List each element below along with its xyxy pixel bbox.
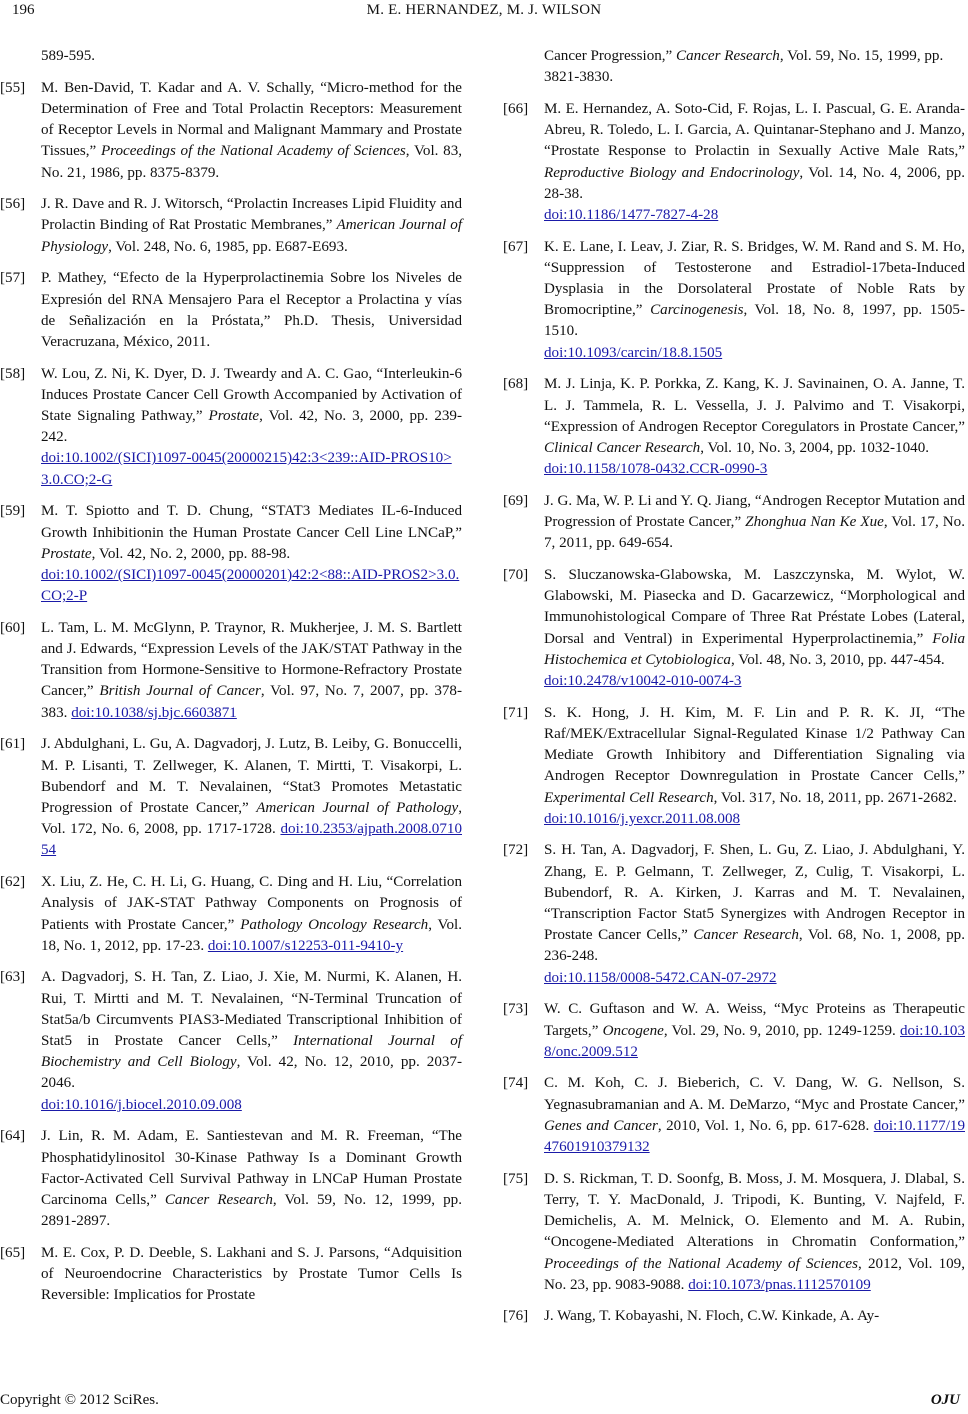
reference-number: [61] xyxy=(0,736,26,753)
reference-number: [62] xyxy=(0,874,26,891)
reference-text: L. Tam, L. M. McGlynn, P. Traynor, R. Mukherjee, J. M. S. Bartlett and J. Edwards, “Expression Levels of the JAK/STAT Pathway in the Transition from Hormone-Sensitive to Hormone-Refractory Prostate Cancer,” xyxy=(41,619,462,700)
doi-link[interactable]: doi:10.1038/sj.bjc.6603871 xyxy=(71,704,237,721)
reference-list-right xyxy=(503,99,965,1328)
reference-text: C. M. Koh, C. J. Bieberich, C. V. Dang, W. G. Nellson, S. Yegnasubramanian and A. M. DeMarzo, “Myc and Prostate Cancer,” xyxy=(544,1075,965,1113)
reference-number: [70] xyxy=(503,566,529,583)
reference-text: K. E. Lane, I. Leav, J. Ziar, R. S. Bridges, W. M. Rand and S. M. Ho, “Suppression of Testosterone and Estradiol-17beta-Induced Dysplasia in the Dorsolateral Prostate of Noble Rats by Bromocriptine,” xyxy=(544,238,965,319)
reference-details: , Vol. 172, No. 6, 2008, pp. 1717-1728. xyxy=(41,800,462,838)
reference-item xyxy=(0,1243,462,1307)
journal-title: Proceedings of the National Academy of Sciences xyxy=(544,1255,858,1272)
doi-link[interactable]: doi:10.1158/1078-0432.CCR-0990-3 xyxy=(544,461,768,478)
reference-number: [58] xyxy=(0,365,26,382)
reference-item xyxy=(503,1073,965,1158)
reference-text: M. J. Linja, K. P. Porkka, Z. Kang, K. J. Savinainen, O. A. Janne, T. L. J. Tammela, R. L. Vessella, J. J. Palvimo and T. Visakorpi, “Expression of Androgen Receptor Coregulators in Prostate Cancer,” xyxy=(544,376,965,435)
doi-link[interactable]: doi:10.1177/1947601910379132 xyxy=(544,1117,965,1156)
reference-text: W. Lou, Z. Ni, K. Dyer, D. J. Tweardy and A. C. Gao, “Interleukin-6 Induces Prostate Cancer Cell Growth Accompanied by Activation of State Signaling Pathway,” xyxy=(41,365,462,425)
reference-details: , 2010, Vol. 1, No. 6, pp. 617-628. xyxy=(657,1117,874,1134)
doi-link[interactable]: doi:10.1016/j.biocel.2010.09.008 xyxy=(41,1096,242,1113)
reference-text: J. G. Ma, W. P. Li and Y. Q. Jiang, “Androgen Receptor Mutation and Progression of Prostate Cancer,” xyxy=(544,492,965,531)
reference-details: , Vol. 42, No. 2, 2000, pp. 88-98. xyxy=(91,545,291,562)
reference-number: [69] xyxy=(503,492,529,509)
reference-details: , 2012, Vol. 109, No. 23, pp. 9083-9088. xyxy=(544,1255,965,1293)
journal-title: Cancer Research xyxy=(693,927,799,944)
continued-reference: Cancer Progression,” Cancer Research, Vol. 59, No. 15, 1999, pp. 3821-3830. xyxy=(544,48,944,86)
reference-details: , Vol. 248, No. 6, 1985, pp. E687-E693. xyxy=(108,238,348,255)
footer-copyright: Copyright © 2012 SciRes. xyxy=(0,1392,159,1408)
journal-title: American Journal of Pathology xyxy=(256,800,459,816)
journal-title: Folia Histochemica et Cytobiologica xyxy=(544,630,965,668)
journal-title: Prostate xyxy=(41,545,92,562)
doi-link[interactable]: doi:10.2478/v10042-010-0074-3 xyxy=(544,672,742,689)
journal-title: Oncogene xyxy=(602,1022,664,1039)
reference-text: X. Liu, Z. He, C. H. Li, G. Huang, C. Ding and H. Liu, “Correlation Analysis of JAK-STAT Pathway Components on Prognosis of Patients with Prostate Cancer,” xyxy=(41,874,462,933)
journal-title: Clinical Cancer Research xyxy=(544,439,701,456)
reference-details: , Vol. 10, No. 3, 2004, pp. 1032-1040. xyxy=(700,439,930,456)
reference-item xyxy=(0,872,462,957)
left-column xyxy=(0,46,462,1317)
reference-text: M. E. Cox, P. D. Deeble, S. Lakhani and S. J. Parsons, “Adquisition of Neuroendocrine Characteristics by Prostate Tumor Cells Is Reversible: Implicatios for Prostate xyxy=(41,1244,462,1304)
reference-text: M. T. Spiotto and T. D. Chung, “STAT3 Mediates IL-6-Induced Growth Inhibitionin the Human Prostate Cancer Cell Line LNCaP,” xyxy=(41,503,462,541)
reference-details: , Vol. 18, No. 8, 1997, pp. 1505-1510. xyxy=(544,302,965,340)
reference-text: W. C. Guftason and W. A. Weiss, “Myc Proteins as Therapeutic Targets,” xyxy=(544,1001,965,1039)
reference-number: [68] xyxy=(503,376,529,393)
reference-details: , Vol. 42, No. 3, 2000, pp. 239-242. xyxy=(41,408,462,446)
reference-text: J. Abdulghani, L. Gu, A. Dagvadorj, J. Lutz, B. Leiby, G. Bonuccelli, M. P. Lisanti, T. Zellweger, K. Alanen, T. Mirtti, T. Visakorpi, L. Bubendorf and M. T. Nevalainen, “Stat3 Promotes Metastatic Progression of Prostate Cancer,” xyxy=(41,736,462,816)
reference-item xyxy=(503,1306,965,1327)
journal-title: Pathology Oncology Research xyxy=(240,916,429,933)
journal-title: International Journal of Biochemistry and Cell Biology xyxy=(41,1033,462,1071)
reference-text: A. Dagvadorj, S. H. Tan, Z. Liao, J. Xie, M. Nurmi, K. Alanen, H. Rui, T. Mirtti and M. T. Nevalainen, “N-Terminal Truncation of Stat5a/b Circumvents PIAS3-Mediated Transcriptional Inhibition of Stat5 in Prostate Cancer Cells,” xyxy=(41,969,462,1050)
doi-link[interactable]: doi:10.1186/1477-7827-4-28 xyxy=(544,206,719,223)
right-column xyxy=(503,46,965,1338)
doi-link[interactable]: doi:10.1038/onc.2009.512 xyxy=(544,1022,965,1060)
reference-item xyxy=(0,1126,462,1232)
reference-number: [73] xyxy=(503,1001,529,1018)
reference-number: [66] xyxy=(503,100,529,117)
journal-title: Prostate xyxy=(208,408,260,425)
reference-text: J. R. Dave and R. J. Witorsch, “Prolactin Increases Lipid Fluidity and Prolactin Binding of Rat Prostatic Membranes,” xyxy=(41,196,462,234)
reference-item xyxy=(503,999,965,1063)
reference-details: , Vol. 48, No. 3, 2010, pp. 447-454. xyxy=(730,651,945,668)
journal-title: Carcinogenesis xyxy=(650,302,744,319)
reference-text: S. H. Tan, A. Dagvadorj, F. Shen, L. Gu, Z. Liao, J. Abdulghani, Y. Zhang, E. P. Gelmann, T. Zellweger, Z, Culig, T. Visakorpi, L. Bubendorf, R. A. Kirken, J. Karras and M. T. Nevalainen, “Transcription Factor Stat5 Synergizes with Androgen Receptor in Prostate Cancer Cells,” xyxy=(544,842,965,944)
journal-title: American Journal of Physiology xyxy=(41,217,463,255)
doi-link[interactable]: doi:10.1093/carcin/18.8.1505 xyxy=(544,344,723,361)
doi-link[interactable]: doi:10.1002/(SICI)1097-0045(20000201)42:2<88::AID-PROS2>3.0.CO;2-P xyxy=(41,566,460,605)
reference-number: [74] xyxy=(503,1075,529,1092)
reference-item xyxy=(0,501,462,607)
reference-number: [55] xyxy=(0,79,26,96)
reference-details: , Vol. 59, No. 12, 1999, pp. 2891-2897. xyxy=(41,1191,462,1230)
reference-item xyxy=(0,734,462,861)
reference-list-left xyxy=(0,78,462,1307)
reference-number: [67] xyxy=(503,238,529,255)
reference-details: , Vol. 42, No. 12, 2010, pp. 2037-2046. xyxy=(41,1054,462,1092)
doi-link[interactable]: doi:10.1158/0008-5472.CAN-07-2972 xyxy=(544,969,777,986)
reference-item xyxy=(0,364,462,491)
doi-link[interactable]: doi:10.1007/s12253-011-9410-y xyxy=(207,937,404,954)
reference-item xyxy=(503,565,965,692)
reference-item xyxy=(503,1169,965,1296)
reference-details: , Vol. 14, No. 4, 2006, pp. 28-38. xyxy=(544,164,965,202)
reference-details: , Vol. 97, No. 7, 2007, pp. 378-383. xyxy=(41,683,462,721)
reference-item xyxy=(503,237,965,364)
journal-title: Genes and Cancer xyxy=(544,1117,658,1134)
reference-number: [71] xyxy=(503,704,529,721)
reference-text: S. K. Hong, J. H. Kim, M. F. Lin and P. R. K. JI, “The Raf/MEK/Extracellular Signal-Regulated Kinase 1/2 Pathway Can Mediate Growth Inhibitory and Differentiation Signaling via Androgen Receptor Downregulation in Prostate Cancer Cells,” xyxy=(544,704,965,785)
footer-journal: OJU xyxy=(930,1392,960,1408)
reference-item xyxy=(503,491,965,555)
continued-reference: 589-595. xyxy=(41,48,96,64)
running-header-authors: M. E. HERNANDEZ, M. J. WILSON xyxy=(366,2,602,18)
journal-title: Zhonghua Nan Ke Xue xyxy=(745,514,884,531)
reference-text: J. Wang, T. Kobayashi, N. Floch, C.W. Kinkade, A. Ay- xyxy=(544,1308,880,1325)
reference-text: D. S. Rickman, T. D. Soonfg, B. Moss, J. M. Mosquera, J. Dlabal, S. Terry, T. Y. MacDonald, J. Tripodi, K. Bunting, V. Najfeld, F. Demichelis, A. M. Melnick, O. Elemento and M. A. Rubin, “Oncogene-Mediated Alterations in Chromatin Conformation,” xyxy=(544,1170,965,1251)
reference-details: , Vol. 317, No. 18, 2011, pp. 2671-2682. xyxy=(713,789,957,806)
journal-title: Experimental Cell Research xyxy=(544,789,714,806)
reference-details: , Vol. 17, No. 7, 2011, pp. 649-654. xyxy=(544,514,965,552)
reference-number: [56] xyxy=(0,196,26,213)
reference-item xyxy=(0,268,462,353)
page-number: 196 xyxy=(12,2,35,18)
reference-number: [60] xyxy=(0,619,26,636)
reference-number: [64] xyxy=(0,1128,26,1145)
reference-details: , Vol. 68, No. 1, 2008, pp. 236-248. xyxy=(544,927,966,965)
reference-number: [65] xyxy=(0,1244,26,1261)
reference-number: [76] xyxy=(503,1308,529,1325)
reference-text: J. Lin, R. M. Adam, E. Santiestevan and M. R. Freeman, “The Phosphatidylinositol 30-Kinase Pathway Is a Dominant Growth Factor-Activated Cell Survival Pathway in LNCaP Human Prostate Carcinoma Cells,” xyxy=(41,1128,462,1208)
journal-title: Cancer Research xyxy=(164,1191,273,1208)
reference-number: [72] xyxy=(503,842,529,859)
doi-link[interactable]: doi:10.1073/pnas.1112570109 xyxy=(688,1276,871,1293)
reference-text: M. Ben-David, T. Kadar and A. V. Schally, “Micro-method for the Determination of Free and Total Prolactin Receptors: Measurement of Receptor Levels in Normal and Malignant Mammary and Prostate Tissues,” xyxy=(41,79,462,160)
reference-text: P. Mathey, “Efecto de la Hyperprolactinemia Sobre los Niveles de Expresión del RNA Mensajero Para el Receptor a Prolactina y vías de Señalización en la Próstata,” Ph.D. Thesis, Universidad Veracruzana, México, 2011. xyxy=(41,270,462,350)
journal-title: Proceedings of the National Academy of Sciences xyxy=(100,143,406,160)
journal-title: British Journal of Cancer xyxy=(99,683,261,700)
reference-item xyxy=(0,967,462,1115)
reference-text: S. Sluczanowska-Glabowska, M. Laszczynska, M. Wylot, W. Glabowski, M. Piasecka and D. Gacarzewicz, “Morphological and Immunohistological Compare of Three Rat Préstate Lobes (Lateral, Dorsal and Ventral) in Experimental Hyperprolactinemia,” xyxy=(544,566,965,647)
reference-item xyxy=(503,703,965,830)
reference-item xyxy=(0,78,462,184)
reference-item xyxy=(0,618,462,724)
reference-number: [57] xyxy=(0,270,26,287)
reference-number: [75] xyxy=(503,1170,529,1187)
reference-item xyxy=(503,374,965,480)
reference-item xyxy=(503,99,965,226)
doi-link[interactable]: doi:10.1002/(SICI)1097-0045(20000215)42:3<239::AID-PROS10>3.0.CO;2-G xyxy=(41,450,452,488)
journal-title: Reproductive Biology and Endocrinology xyxy=(544,164,800,181)
reference-text: M. E. Hernandez, A. Soto-Cid, F. Rojas, L. I. Pascual, G. E. Aranda-Abreu, R. Toledo, L. I. Garcia, A. Quintanar-Stephano and J. Manzo, “Prostate Response to Prolactin in Sexually Active Male Rats,” xyxy=(544,100,965,160)
reference-item xyxy=(0,194,462,258)
reference-number: [59] xyxy=(0,503,26,520)
doi-link[interactable]: doi:10.1016/j.yexcr.2011.08.008 xyxy=(544,810,741,827)
reference-item xyxy=(503,840,965,988)
doi-link[interactable]: doi:10.2353/ajpath.2008.071054 xyxy=(41,821,462,859)
reference-number: [63] xyxy=(0,969,26,986)
reference-details: , Vol. 29, No. 9, 2010, pp. 1249-1259. xyxy=(663,1022,900,1039)
reference-details: , Vol. 18, No. 1, 2012, pp. 17-23. xyxy=(41,916,462,954)
reference-details: , Vol. 83, No. 21, 1986, pp. 8375-8379. xyxy=(41,143,463,181)
